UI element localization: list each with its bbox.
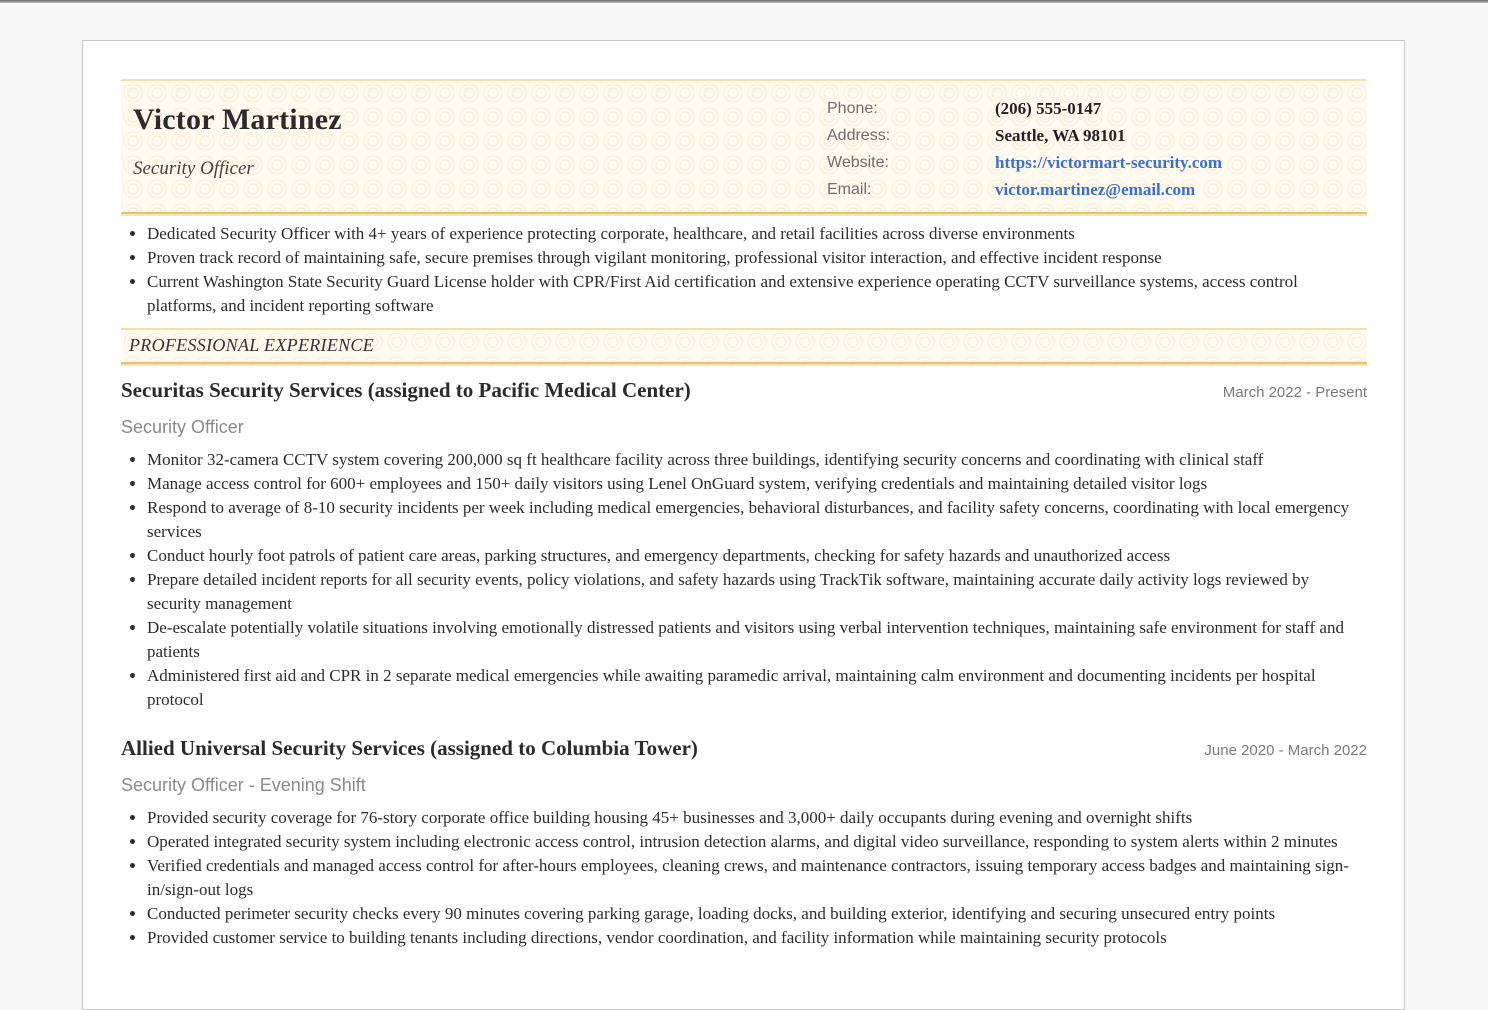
summary-item: • Current Washington State Security Guard License holder with CPR/First Aid certification and extensive experience operating CCTV surveillance systems, access control platforms, and incident reporting software bbox=[147, 270, 1367, 318]
resume-page bbox=[82, 40, 1405, 1010]
job-role: Security Officer - Evening Shift bbox=[121, 775, 366, 795]
job-bullet: • Provided security coverage for 76-story corporate office building housing 45+ businesses and 3,000+ daily occupants during evening and overnight shifts bbox=[147, 806, 1367, 830]
job-role: Security Officer bbox=[121, 417, 244, 437]
job-bullets bbox=[121, 806, 1367, 950]
company-name: Securitas Security Services (assigned to Pacific Medical Center) bbox=[121, 378, 691, 402]
job-bullet: • Conduct hourly foot patrols of patient care areas, parking structures, and emergency departments, checking for safety hazards and unauthorized access bbox=[147, 544, 1367, 568]
section-header-experience bbox=[121, 328, 1367, 364]
contact-value: Seattle, WA 98101 bbox=[995, 126, 1126, 145]
job-bullet: • Prepare detailed incident reports for all security events, policy violations, and safety hazards using TrackTik software, maintaining accurate daily activity logs reviewed by security management bbox=[147, 568, 1367, 616]
job-bullet: • Provided customer service to building tenants including directions, vendor coordination, and facility information while maintaining security protocols bbox=[147, 926, 1367, 950]
contact-address bbox=[827, 122, 1222, 149]
job-bullet: • Manage access control for 600+ employees and 150+ daily visitors using Lenel OnGuard system, verifying credentials and maintaining detailed visitor logs bbox=[147, 472, 1367, 496]
job-dates: March 2022 - Present bbox=[1222, 384, 1367, 401]
job-bullet: • Verified credentials and managed access control for after-hours employees, cleaning crews, and maintenance contractors, issuing temporary access badges and maintaining sign-in/sign-out logs bbox=[147, 854, 1367, 902]
contact-label: Address: bbox=[827, 127, 891, 144]
candidate-name: Victor Martinez bbox=[133, 103, 342, 136]
resume-content bbox=[121, 79, 1367, 950]
job-bullet: • Administered first aid and CPR in 2 separate medical emergencies while awaiting paramedic arrival, maintaining calm environment and documenting incidents per hospital protocol bbox=[147, 664, 1367, 712]
summary-item: • Proven track record of maintaining safe, secure premises through vigilant monitoring, professional visitor interaction, and effective incident response bbox=[147, 246, 1367, 270]
job-bullet: • Operated integrated security system including electronic access control, intrusion detection alarms, and digital video surveillance, responding to system alerts within 2 minutes bbox=[147, 830, 1367, 854]
job-bullets bbox=[121, 448, 1367, 712]
candidate-title: Security Officer bbox=[133, 158, 254, 179]
contact-label: Website: bbox=[827, 154, 889, 171]
window-top-edge bbox=[0, 0, 1488, 3]
resume-header bbox=[121, 79, 1367, 214]
summary-list bbox=[121, 222, 1367, 318]
company-name: Allied Universal Security Services (assigned to Columbia Tower) bbox=[121, 736, 698, 760]
job-bullet: • De-escalate potentially volatile situations involving emotionally distressed patients and visitors using verbal intervention techniques, maintaining safe environment for staff and patients bbox=[147, 616, 1367, 664]
contact-label: Phone: bbox=[827, 100, 878, 117]
contact-website bbox=[827, 149, 1222, 176]
job-bullet: • Conducted perimeter security checks every 90 minutes covering parking garage, loading docks, and building exterior, identifying and securing unsecured entry points bbox=[147, 902, 1367, 926]
job-header bbox=[121, 378, 1367, 403]
contact-block bbox=[827, 95, 1222, 203]
job-bullet: • Monitor 32-camera CCTV system covering 200,000 sq ft healthcare facility across three buildings, identifying security concerns and coordinating with clinical staff bbox=[147, 448, 1367, 472]
job-entry bbox=[121, 736, 1367, 950]
job-dates: June 2020 - March 2022 bbox=[1204, 742, 1367, 759]
contact-value: (206) 555-0147 bbox=[995, 99, 1102, 118]
job-header bbox=[121, 736, 1367, 761]
job-bullet: • Respond to average of 8-10 security incidents per week including medical emergencies, behavioral disturbances, and facility safety concerns, coordinating with local emergency services bbox=[147, 496, 1367, 544]
contact-email bbox=[827, 176, 1222, 203]
section-title: PROFESSIONAL EXPERIENCE bbox=[129, 335, 375, 355]
job-entry bbox=[121, 378, 1367, 712]
contact-label: Email: bbox=[827, 181, 872, 198]
email-link[interactable]: victor.martinez@email.com bbox=[995, 180, 1196, 199]
contact-phone bbox=[827, 95, 1222, 122]
website-link[interactable]: https://victormart-security.com bbox=[995, 153, 1223, 172]
summary-item: • Dedicated Security Officer with 4+ years of experience protecting corporate, healthcare, and retail facilities across diverse environments bbox=[147, 222, 1367, 246]
